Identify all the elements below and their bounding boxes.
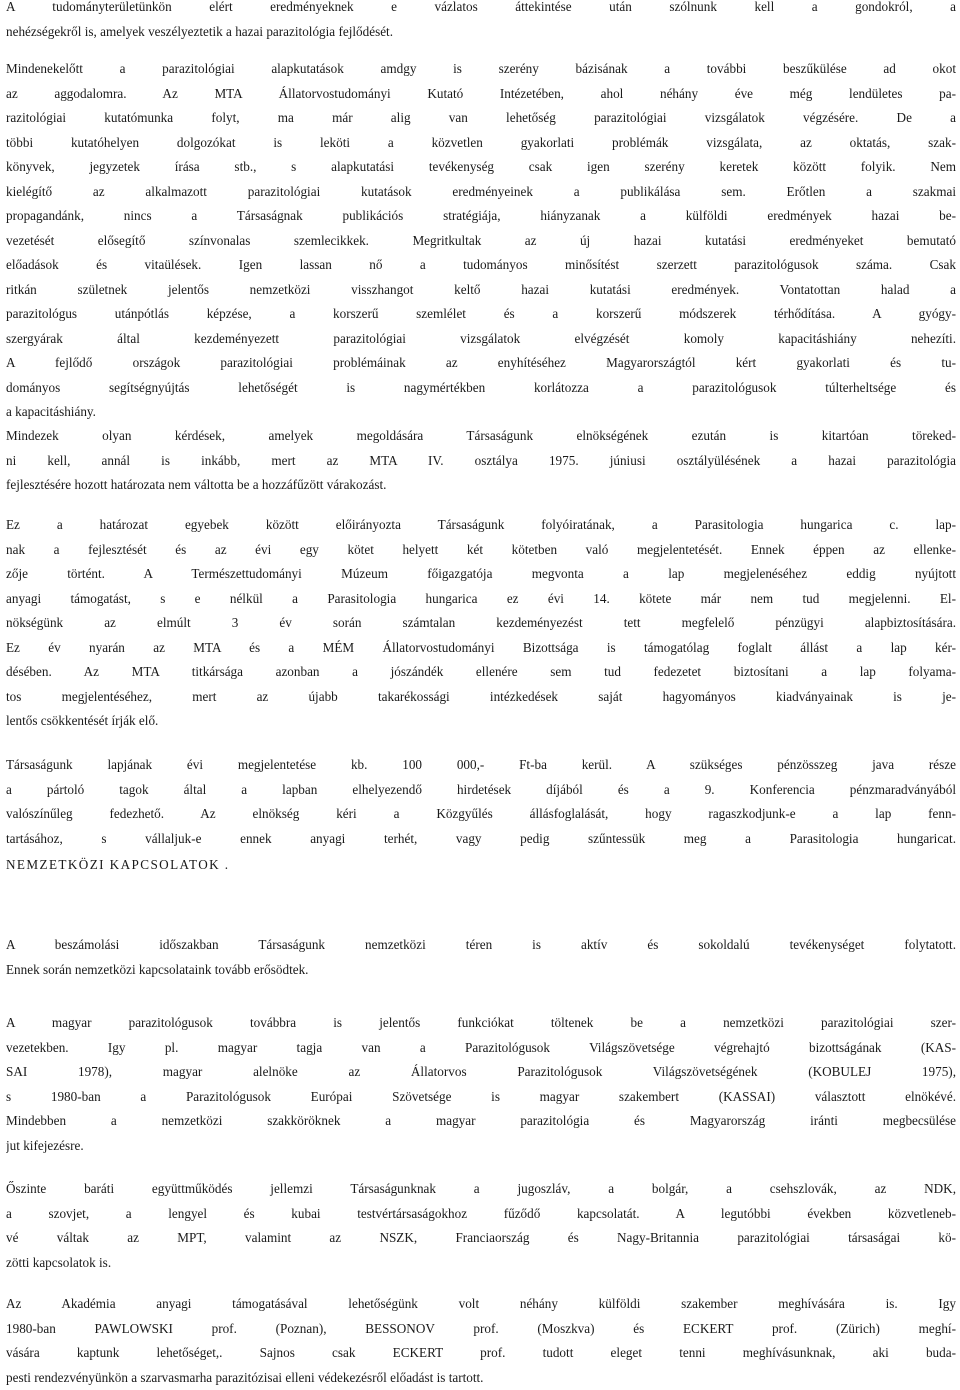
text-line: nökségünk az elmúlt 3 év során számtalan kezdeményezést tett megfelelő pénzügyi alapbiztosítására. [6,615,956,630]
text-line: Ez a határozat egyebek között előirányozta Társaságunk folyóiratának, a Parasitologia hungarica c. lap- [6,517,956,532]
text-line: s 1980-ban a Parazitológusok Európai Szövetsége is magyar szakembert (KASSAI) választott elnökévé. [6,1088,956,1104]
text-line: zötti kapcsolatok is. [6,1254,112,1270]
text-line: Az Akadémia anyagi támogatásával lehetőségünk volt néhány külföldi szakember meghívására is. Igy [6,1296,956,1311]
text-line: lentős csökkentését írják elő. [6,713,159,728]
text-line: Ennek során nemzetközi kapcsolataink tovább erősödtek. [6,961,309,977]
text-line: désében. Az MTA titkársága azonban a jószándék ellenére sem tud fedezetet biztosítani a lap folyama- [6,664,956,679]
text-line: pesti rendezvényünkön a szarvasmarha parazitózisai elleni védekezésről előadást is tartott. [6,1369,484,1385]
text-line: Őszinte baráti együttműködés jellemzi Társaságunknak a jugoszláv, a bolgár, a csehszlovák, az NDK, [6,1181,956,1196]
text-line: A beszámolási időszakban Társaságunk nemzetközi téren is aktív és sokoldalú tevékenységet folytatott. [6,937,956,952]
text-line: Társaságunk lapjának évi megjelentetése kb. 100 000,- Ft-ba kerül. A szükséges pénzösszeg java része [6,757,956,772]
text-line: jut kifejezésre. [6,1137,84,1153]
text-line: könyvek, jegyzetek írása stb., s alapkutatási tevékenység csak igen szerény keretek között folyik. Nem [6,159,956,174]
text-line: propagandánk, nincs a Társaságnak publikációs stratégiája, hiányzanak a külföldi eredmények hazai be- [6,208,956,223]
text-line: ritkán születnek jelentős nemzetközi visszhangot keltő hazai kutatási eredmények. Vontatottan halad a [6,281,956,297]
text-line: Mindenekelőtt a parazitológiai alapkutatások amdgy is szerény bázisának a további beszűkülése ad okot [6,61,956,76]
heading-text: NEMZETKÖZI KAPCSOLATOK . [6,857,230,872]
text-line: A magyar parazitológusok továbbra is jelentős funkciókat töltenek be a nemzetközi parazitológiai szer- [6,1015,956,1030]
text-line: razitológiai kutatómunka folyt, ma már alig van lehetőség parazitológiai vizsgálatok végzésére. De a [6,110,956,125]
text-line: nehézségekről is, amelyek veszélyeztetik a hazai parazitológia fejlődését. [6,23,394,39]
text-line: zője történt. A Természettudományi Múzeum főigazgatója megvonta a lap megjelenéséhez eddig nyújtott [6,566,956,581]
text-line: nak a fejlesztését és az évi egy kötet helyett két kötetben való megjelentetését. Ennek éppen az ellenke- [6,541,956,557]
text-line: SAI 1978), magyar alelnöke az Állatorvos Parazitológusok Világszövetségének (KOBULEJ 1975), [6,1064,956,1079]
text-line: anyagi támogatást, s e nélkül a Parasitologia hungarica ez évi 14. kötete már nem tud megjelenni. El- [6,590,956,606]
text-line: fejlesztésére hozott határozata nem váltotta be a hozzáfűzött várakozást. [6,477,387,492]
text-line: szergyárak által kezdeményezett parazitológiai vizsgálatok elvégzését komoly kapacitáshiány nehezíti. [6,330,956,346]
text-line: parazitológus utánpótlás képzése, a korszerű szemlélet és a korszerű módszerek térhődítása. A gyógy- [6,306,956,321]
text-line: vezetekben. Igy pl. magyar tagja van a Parazitológusok Világszövetsége végrehajtó bizottságának (KAS- [6,1039,956,1055]
text-line: az aggodalomra. Az MTA Állatorvostudományi Kutató Intézetében, ahol néhány éve még lendületes pa- [6,85,956,101]
text-line: vé váltak az MPT, valamint az NSZK, Franciaország és Nagy-Britannia parazitológiai társaságai kö- [6,1230,956,1245]
text-line: valószínűleg fedezhető. Az elnökség kéri a Közgyűlés állásfoglalását, hogy ragaszkodjunk-e a lap fenn- [6,806,956,821]
text-line: vezetését elősegítő színvonalas szemlecikkek. Megritkultak az új hazai kutatási eredményeket bemutató [6,232,956,248]
text-line: tos megjelentéséhez, mert az újabb takarékossági intézkedések saját hagyományos kiadványainak is je- [6,688,956,704]
text-line: A fejlődő országok parazitológiai problémáinak az enyhítéséhez Magyarországtól kért gyakorlati és tu- [6,355,956,370]
text-line: előadások és vitaülések. Igen lassan nő a tudományos minősítést szerzett parazitológusok száma. Csak [6,257,956,272]
text-line: vására kaptunk lehetőséget,. Sajnos csak ECKERT prof. tudott eleget tenni meghívásunknak, aki buda- [6,1345,956,1360]
text-line: dományos segítségnyújtás lehetőségét is nagymértékben korlátozza a parazitológusok túlterheltsége és [6,379,956,395]
text-line: többi kutatóhelyen dolgozókat is leköti a közvetlen gyakorlati problémák vizsgálata, az oktatás, szak- [6,134,956,150]
text-line: 1980-ban PAWLOWSKI prof. (Poznan), BESSONOV prof. (Moszkva) és ECKERT prof. (Zürich) meghí- [6,1320,956,1336]
text-line: tartásához, s vállaljuk-e ennek anyagi terhét, vagy pedig szűntessük meg a Parasitologia hungaricat. [6,830,956,846]
text-line: a szovjet, a lengyel és kubai testvértársaságokhoz fűződő kapcsolatát. A legutóbbi években közvetleneb- [6,1205,956,1221]
text-line: Mindebben a nemzetközi szakköröknek a magyar parazitológia és Magyarország iránti megbecsülése [6,1113,956,1128]
text-line: a pártoló tagok által a lapban elhelyezendő hirdetések díjából és a 9. Konferencia pénzmaradványából [6,781,956,797]
text-line: Ez év nyarán az MTA és a MÉM Állatorvostudományi Bizottsága is támogatólag foglalt állást a lap kér- [6,639,956,655]
text-line: a kapacitáshiány. [6,404,96,419]
text-line: kielégítő az alkalmazott parazitológiai kutatások eredményeinek a publikálása sem. Erőtlen a szakmai [6,183,956,199]
text-line: A tudományterületünkön elért eredményeknek e vázlatos áttekintése után szólnunk kell a gondokról, a [6,0,956,14]
text-line: ni kell, annál is inkább, mert az MTA IV. osztálya 1975. júniusi osztályülésének a hazai parazitológia [6,452,956,468]
text-line: Mindezek olyan kérdések, amelyek megoldására Társaságunk elnökségének ezután is kitartóan töreked- [6,428,956,443]
